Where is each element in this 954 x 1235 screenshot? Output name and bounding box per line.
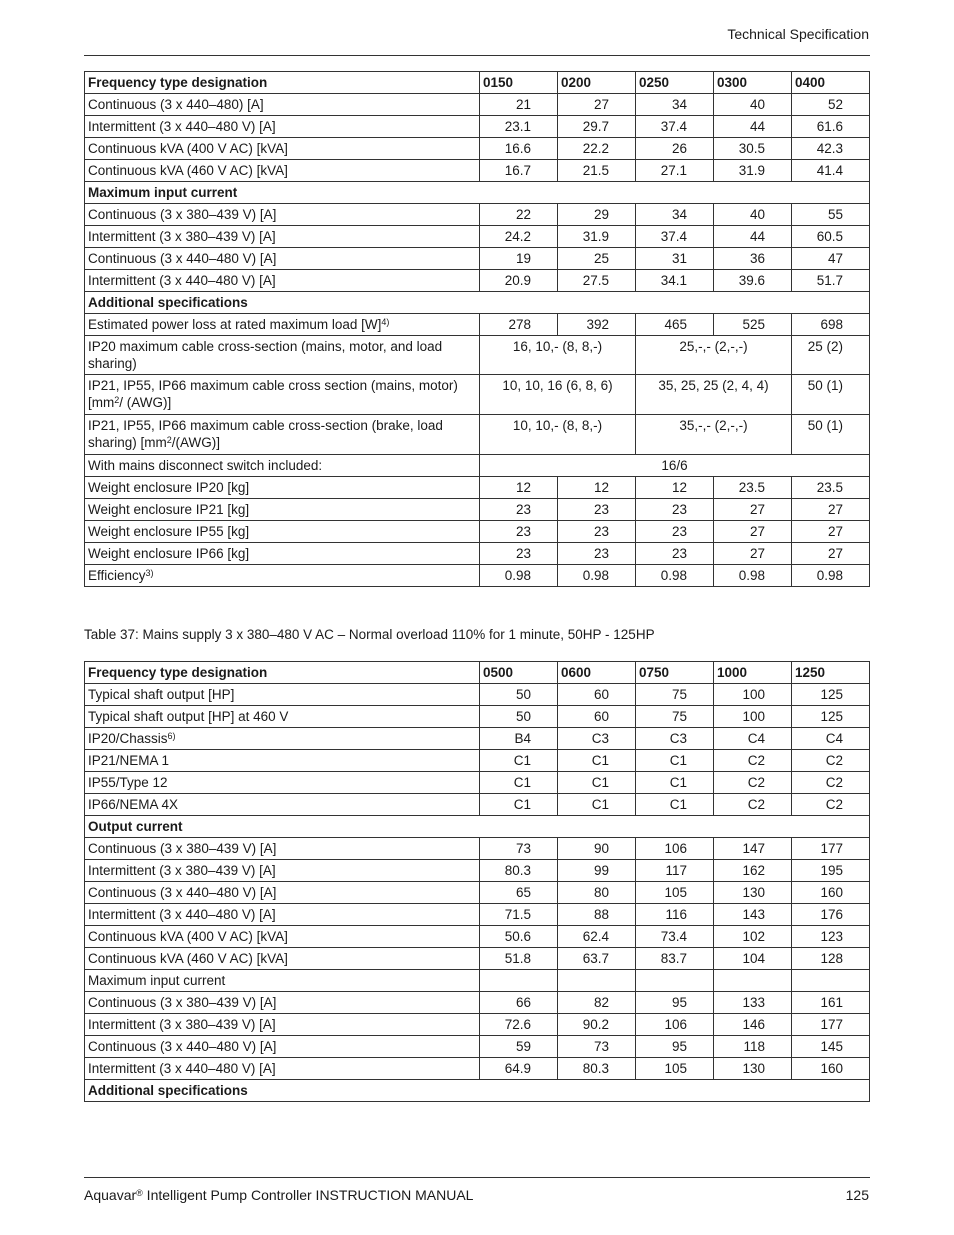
cell-value: 88 (558, 904, 636, 926)
row-label: Weight enclosure IP55 [kg] (85, 521, 480, 543)
row-label: Continuous kVA (400 V AC) [kVA] (85, 138, 480, 160)
cell-value: 130 (714, 882, 792, 904)
cell-value: 16, 10,- (8, 8,-) (480, 336, 636, 375)
footer-title: Aquavar® Intelligent Pump Controller INSTRUCTION MANUAL (84, 1187, 474, 1203)
column-header-code: 0150 (480, 72, 558, 94)
cell-value: 27 (714, 543, 792, 565)
cell-value: 55 (792, 204, 870, 226)
cell-value: 23 (636, 521, 714, 543)
cell-empty (636, 970, 714, 992)
cell-value: 160 (792, 1058, 870, 1080)
column-header-code: 0600 (558, 662, 636, 684)
cell-value: 12 (636, 477, 714, 499)
cell-value: 105 (636, 882, 714, 904)
cell-value: 50 (480, 706, 558, 728)
section-title: Additional specifications (85, 292, 870, 314)
cell-value: 195 (792, 860, 870, 882)
cell-empty (714, 970, 792, 992)
table-row (85, 904, 870, 926)
cell-value: 0.98 (480, 565, 558, 587)
row-label: Intermittent (3 x 440–480 V) [A] (85, 270, 480, 292)
cell-value: 177 (792, 838, 870, 860)
table-row (85, 728, 870, 750)
cell-value: 117 (636, 860, 714, 882)
cell-value: 143 (714, 904, 792, 926)
cell-value: 40 (714, 204, 792, 226)
cell-value: 75 (636, 706, 714, 728)
cell-value: C1 (480, 772, 558, 794)
row-label: IP20/Chassis$^{6)}$ (85, 728, 480, 750)
cell-value: 16.6 (480, 138, 558, 160)
cell-value: 106 (636, 838, 714, 860)
row-label: Typical shaft output [HP] at 460 V (85, 706, 480, 728)
cell-value: 160 (792, 882, 870, 904)
table-row (85, 415, 870, 455)
cell-value: 27 (558, 94, 636, 116)
row-label: Continuous (3 x 380–439 V) [A] (85, 992, 480, 1014)
row-label: IP21, IP55, IP66 maximum cable cross section (mains, motor) [$mm^2/$ (AWG)] (85, 375, 480, 415)
cell-value: 62.4 (558, 926, 636, 948)
table-caption: Table 37: Mains supply 3 x 380–480 V AC – Normal overload 110% for 1 minute, 50HP - 125HP (84, 627, 655, 642)
cell-value: 12 (558, 477, 636, 499)
cell-value: 50 (480, 684, 558, 706)
cell-value: 90.2 (558, 1014, 636, 1036)
cell-empty (792, 970, 870, 992)
cell-value: 27.1 (636, 160, 714, 182)
row-label: Intermittent (3 x 440–480 V) [A] (85, 116, 480, 138)
cell-value: 44 (714, 116, 792, 138)
column-header-code: 0500 (480, 662, 558, 684)
column-header-designation: Frequency type designation (85, 662, 480, 684)
cell-value: 27 (714, 499, 792, 521)
cell-value: 104 (714, 948, 792, 970)
table-row (85, 772, 870, 794)
row-label: Typical shaft output [HP] (85, 684, 480, 706)
row-label: Intermittent (3 x 380–439 V) [A] (85, 226, 480, 248)
cell-value: 0.98 (792, 565, 870, 587)
cell-value: 59 (480, 1036, 558, 1058)
section-row (85, 1080, 870, 1102)
cell-value: 44 (714, 226, 792, 248)
row-label: Continuous (3 x 440–480 V) [A] (85, 1036, 480, 1058)
cell-value: 35, 25, 25 (2, 4, 4) (636, 375, 792, 415)
table-row (85, 1014, 870, 1036)
header-rule (84, 55, 870, 56)
cell-value: 50 (1) (792, 375, 870, 415)
cell-value: 106 (636, 1014, 714, 1036)
cell-value: 42.3 (792, 138, 870, 160)
footnote-ref: 3) (145, 568, 154, 578)
cell-value: 29 (558, 204, 636, 226)
cell-value: C2 (714, 772, 792, 794)
cell-value: 95 (636, 1036, 714, 1058)
cell-value: 24.2 (480, 226, 558, 248)
cell-value: 23.1 (480, 116, 558, 138)
table-row (85, 706, 870, 728)
row-label: IP55/Type 12 (85, 772, 480, 794)
table-row (85, 948, 870, 970)
cell-value: 16.7 (480, 160, 558, 182)
cell-value: 83.7 (636, 948, 714, 970)
cell-value: 73.4 (636, 926, 714, 948)
cell-value: 23 (636, 543, 714, 565)
row-label: Continuous (3 x 380–439 V) [A] (85, 838, 480, 860)
cell-value: C1 (558, 750, 636, 772)
row-label: Weight enclosure IP20 [kg] (85, 477, 480, 499)
cell-value: 61.6 (792, 116, 870, 138)
table-row (85, 375, 870, 415)
cell-value: 47 (792, 248, 870, 270)
cell-value: 23 (558, 521, 636, 543)
section-row (85, 816, 870, 838)
cell-value: 125 (792, 706, 870, 728)
cell-value: C1 (636, 750, 714, 772)
column-header-code: 1250 (792, 662, 870, 684)
row-label: Continuous (3 x 440–480 V) [A] (85, 248, 480, 270)
cell-value: 0.98 (558, 565, 636, 587)
row-label: IP21/NEMA 1 (85, 750, 480, 772)
row-label: IP66/NEMA 4X (85, 794, 480, 816)
cell-value: 177 (792, 1014, 870, 1036)
table-header-row (85, 662, 870, 684)
cell-value: 0.98 (636, 565, 714, 587)
cell-value: C2 (714, 750, 792, 772)
cell-value: 71.5 (480, 904, 558, 926)
cell-value: 99 (558, 860, 636, 882)
cell-value: 73 (558, 1036, 636, 1058)
cell-empty (480, 970, 558, 992)
table-row (85, 926, 870, 948)
cell-value: 35,-,- (2,-,-) (636, 415, 792, 455)
cell-value: 23 (480, 521, 558, 543)
row-label: Intermittent (3 x 380–439 V) [A] (85, 1014, 480, 1036)
cell-empty (558, 970, 636, 992)
cell-value: 73 (480, 838, 558, 860)
cell-value: 31 (636, 248, 714, 270)
cell-value: 123 (792, 926, 870, 948)
cell-value: 36 (714, 248, 792, 270)
cell-value: 72.6 (480, 1014, 558, 1036)
cell-value: 80.3 (480, 860, 558, 882)
cell-value: C4 (792, 728, 870, 750)
column-header-code: 0250 (636, 72, 714, 94)
cell-value: C1 (558, 794, 636, 816)
cell-value: 278 (480, 314, 558, 336)
cell-value: 95 (636, 992, 714, 1014)
cell-value: 116 (636, 904, 714, 926)
cell-value: 22 (480, 204, 558, 226)
cell-value: 25,-,- (2,-,-) (636, 336, 792, 375)
cell-value: 161 (792, 992, 870, 1014)
table-row (85, 1058, 870, 1080)
column-header-code: 0200 (558, 72, 636, 94)
table-row (85, 226, 870, 248)
table-row (85, 970, 870, 992)
row-label: Intermittent (3 x 380–439 V) [A] (85, 860, 480, 882)
table-row (85, 684, 870, 706)
section-row (85, 182, 870, 204)
cell-value: C1 (636, 772, 714, 794)
cell-value: 50.6 (480, 926, 558, 948)
cell-value: 23 (558, 499, 636, 521)
cell-value: 39.6 (714, 270, 792, 292)
cell-value: 118 (714, 1036, 792, 1058)
table-row (85, 138, 870, 160)
cell-value: 176 (792, 904, 870, 926)
cell-value: C2 (792, 772, 870, 794)
cell-value: 51.8 (480, 948, 558, 970)
table-row (85, 882, 870, 904)
table-row (85, 565, 870, 587)
section-title: Maximum input current (85, 182, 870, 204)
row-label: Intermittent (3 x 440–480 V) [A] (85, 904, 480, 926)
row-label: Continuous (3 x 440–480) [A] (85, 94, 480, 116)
table-row (85, 204, 870, 226)
cell-value: 75 (636, 684, 714, 706)
cell-value: 26 (636, 138, 714, 160)
row-label: Continuous (3 x 380–439 V) [A] (85, 204, 480, 226)
cell-value: 392 (558, 314, 636, 336)
cell-value: 64.9 (480, 1058, 558, 1080)
table-row (85, 543, 870, 565)
cell-value: 82 (558, 992, 636, 1014)
running-header: Technical Specification (727, 26, 869, 42)
row-label: IP21, IP55, IP66 maximum cable cross-section (brake, load sharing) $[mm^2/(AWG)]$ (85, 415, 480, 455)
row-label: Weight enclosure IP21 [kg] (85, 499, 480, 521)
cell-value: C2 (714, 794, 792, 816)
cell-value: 41.4 (792, 160, 870, 182)
section-title: Output current (85, 816, 870, 838)
cell-value: 60 (558, 684, 636, 706)
cell-value: 125 (792, 684, 870, 706)
cell-value: 105 (636, 1058, 714, 1080)
cell-value: 23.5 (714, 477, 792, 499)
row-label: With mains disconnect switch included: (85, 455, 480, 477)
cell-value: 51.7 (792, 270, 870, 292)
column-header-designation: Frequency type designation (85, 72, 480, 94)
cell-value: 102 (714, 926, 792, 948)
cell-value: 80.3 (558, 1058, 636, 1080)
table-row (85, 992, 870, 1014)
cell-value: 60 (558, 706, 636, 728)
cell-value: 10, 10,- (8, 8,-) (480, 415, 636, 455)
cell-value: C1 (480, 750, 558, 772)
table-row (85, 1036, 870, 1058)
table-row (85, 521, 870, 543)
cell-value: 0.98 (714, 565, 792, 587)
cell-value: 16/6 (480, 455, 870, 477)
cell-value: C1 (636, 794, 714, 816)
spec-table-1 (84, 71, 870, 587)
cell-value: 80 (558, 882, 636, 904)
cell-value: 34.1 (636, 270, 714, 292)
table-row (85, 270, 870, 292)
footer-rule (84, 1177, 870, 1178)
table-row (85, 750, 870, 772)
table-row (85, 94, 870, 116)
cell-value: 65 (480, 882, 558, 904)
cell-value: 100 (714, 706, 792, 728)
cell-value: C2 (792, 794, 870, 816)
cell-value: 162 (714, 860, 792, 882)
cell-value: 40 (714, 94, 792, 116)
cell-value: 31.9 (714, 160, 792, 182)
cell-value: 22.2 (558, 138, 636, 160)
cell-value: 21.5 (558, 160, 636, 182)
table-row (85, 838, 870, 860)
cell-value: 25 (558, 248, 636, 270)
table-row (85, 794, 870, 816)
footnote-ref: 4) (381, 317, 390, 327)
cell-value: C1 (480, 794, 558, 816)
cell-value: 12 (480, 477, 558, 499)
cell-value: 19 (480, 248, 558, 270)
table-row (85, 455, 870, 477)
cell-value: C2 (792, 750, 870, 772)
cell-value: 63.7 (558, 948, 636, 970)
row-label: Continuous (3 x 440–480 V) [A] (85, 882, 480, 904)
column-header-code: 0300 (714, 72, 792, 94)
cell-value: 20.9 (480, 270, 558, 292)
cell-value: 30.5 (714, 138, 792, 160)
cell-value: 21 (480, 94, 558, 116)
table-row (85, 116, 870, 138)
cell-value: C3 (636, 728, 714, 750)
cell-value: 25 (2) (792, 336, 870, 375)
cell-value: 27.5 (558, 270, 636, 292)
column-header-code: 1000 (714, 662, 792, 684)
cell-value: 50 (1) (792, 415, 870, 455)
column-header-code: 0400 (792, 72, 870, 94)
cell-value: 133 (714, 992, 792, 1014)
cell-value: 130 (714, 1058, 792, 1080)
footnote-ref: 6) (167, 731, 176, 741)
row-label: Intermittent (3 x 440–480 V) [A] (85, 1058, 480, 1080)
cell-value: 27 (792, 521, 870, 543)
row-label: IP20 maximum cable cross-section (mains, motor, and load sharing) (85, 336, 480, 375)
cell-value: C3 (558, 728, 636, 750)
cell-value: 27 (714, 521, 792, 543)
column-header-code: 0750 (636, 662, 714, 684)
cell-value: C1 (558, 772, 636, 794)
cell-value: 29.7 (558, 116, 636, 138)
cell-value: 147 (714, 838, 792, 860)
table-row (85, 336, 870, 375)
cell-value: 23.5 (792, 477, 870, 499)
section-title: Additional specifications (85, 1080, 870, 1102)
row-label: Efficiency$^{3)}$ (85, 565, 480, 587)
cell-value: 10, 10, 16 (6, 8, 6) (480, 375, 636, 415)
table-row (85, 248, 870, 270)
cell-value: 698 (792, 314, 870, 336)
cell-value: C4 (714, 728, 792, 750)
cell-value: 34 (636, 94, 714, 116)
row-label: Continuous kVA (460 V AC) [kVA] (85, 948, 480, 970)
cell-value: 90 (558, 838, 636, 860)
cell-value: 23 (636, 499, 714, 521)
cell-value: 128 (792, 948, 870, 970)
cell-value: 52 (792, 94, 870, 116)
cell-value: 525 (714, 314, 792, 336)
cell-value: 60.5 (792, 226, 870, 248)
cell-value: 37.4 (636, 226, 714, 248)
row-label: Estimated power loss at rated maximum load $[W]^{4)}$ (85, 314, 480, 336)
cell-value: 23 (480, 543, 558, 565)
row-label: Continuous kVA (400 V AC) [kVA] (85, 926, 480, 948)
cell-value: 23 (558, 543, 636, 565)
cell-value: 146 (714, 1014, 792, 1036)
spec-table-2 (84, 661, 870, 1102)
cell-value: 27 (792, 543, 870, 565)
cell-value: 27 (792, 499, 870, 521)
cell-value: 34 (636, 204, 714, 226)
cell-value: B4 (480, 728, 558, 750)
row-label: Maximum input current (85, 970, 480, 992)
table-header-row (85, 72, 870, 94)
table-row (85, 499, 870, 521)
table-row (85, 477, 870, 499)
cell-value: 465 (636, 314, 714, 336)
row-label: Weight enclosure IP66 [kg] (85, 543, 480, 565)
section-row (85, 292, 870, 314)
table-row (85, 314, 870, 336)
page-number: 125 (845, 1187, 869, 1203)
table-row (85, 160, 870, 182)
cell-value: 100 (714, 684, 792, 706)
cell-value: 37.4 (636, 116, 714, 138)
cell-value: 23 (480, 499, 558, 521)
cell-value: 145 (792, 1036, 870, 1058)
cell-value: 31.9 (558, 226, 636, 248)
row-label: Continuous kVA (460 V AC) [kVA] (85, 160, 480, 182)
table-row (85, 860, 870, 882)
cell-value: 66 (480, 992, 558, 1014)
